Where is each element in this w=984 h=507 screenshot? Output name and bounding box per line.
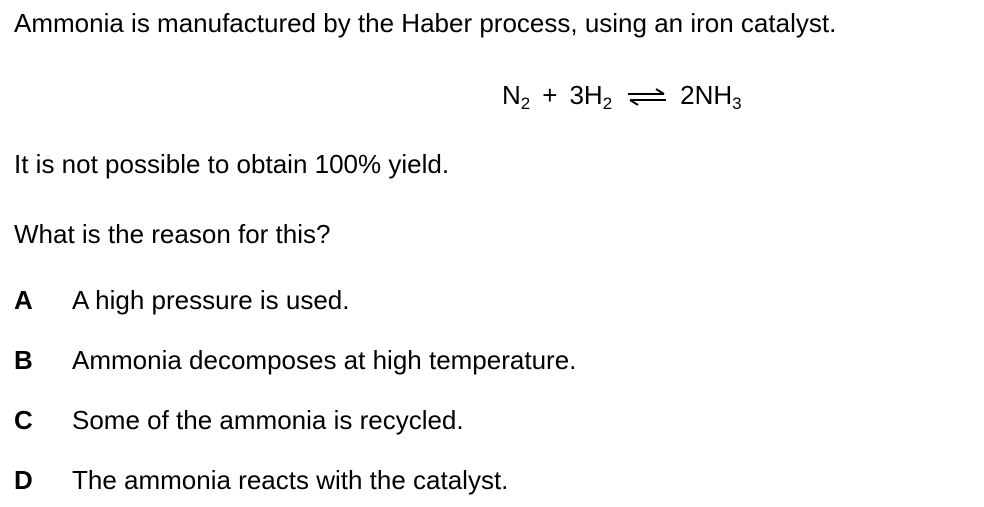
question-text: What is the reason for this? xyxy=(14,219,331,249)
reactant-hydrogen: $3H_2$ xyxy=(569,80,613,113)
option-text: A high pressure is used. xyxy=(72,285,350,315)
option-text: Some of the ammonia is recycled. xyxy=(72,405,464,435)
option-letter: A xyxy=(14,285,33,315)
option-text: Ammonia decomposes at high temperature. xyxy=(72,345,577,375)
intro-text: Ammonia is manufactured by the Haber process, using an iron catalyst. xyxy=(14,8,837,38)
yield-statement: It is not possible to obtain 100% yield. xyxy=(14,149,450,179)
option-text: The ammonia reacts with the catalyst. xyxy=(72,465,509,495)
equilibrium-arrow-icon xyxy=(626,88,668,106)
haber-equation xyxy=(502,80,742,113)
option-letter: D xyxy=(14,465,33,495)
plus-sign: + xyxy=(542,80,558,110)
reactant-nitrogen: $N_2$ xyxy=(502,80,531,113)
option-letter: B xyxy=(14,345,33,375)
option-letter: C xyxy=(14,405,33,435)
product-ammonia: $2NH_3$ xyxy=(680,80,742,113)
